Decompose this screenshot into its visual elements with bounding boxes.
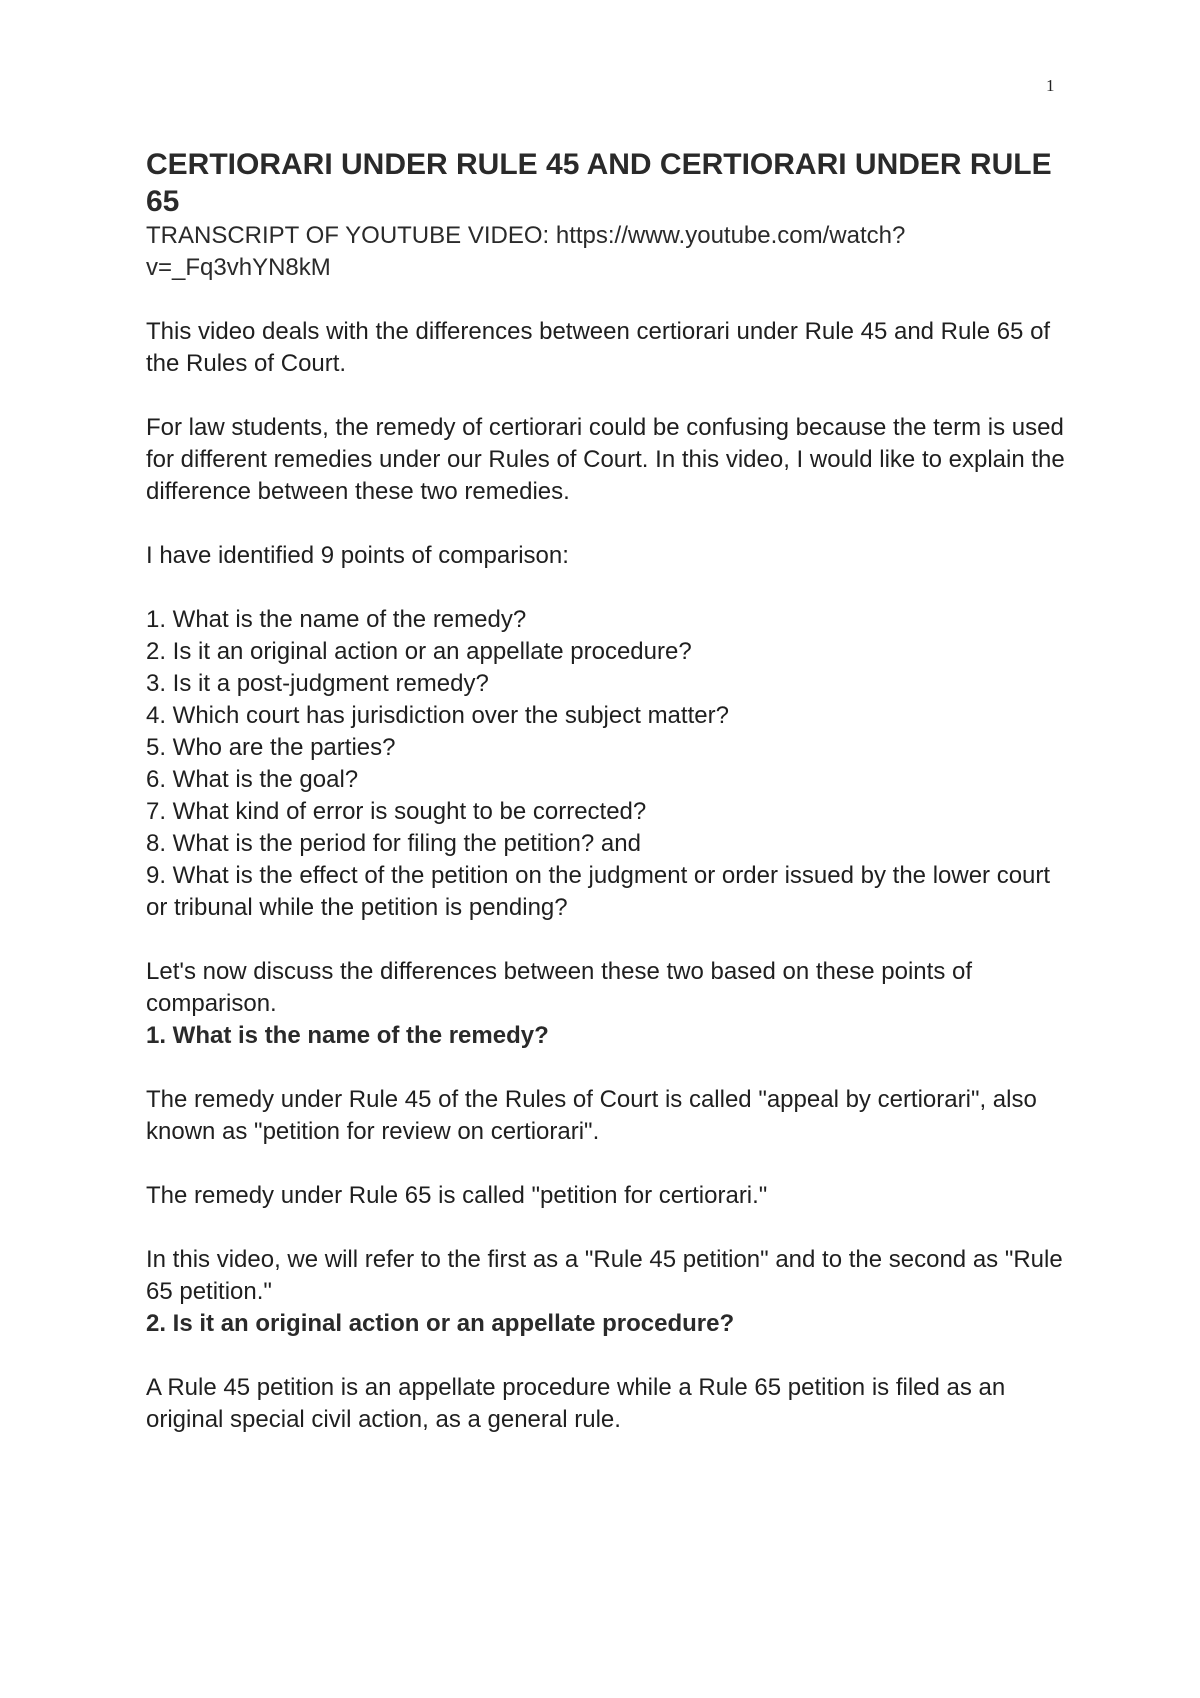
comparison-points-list bbox=[146, 604, 1066, 924]
list-item: 7. What kind of error is sought to be corrected? bbox=[146, 798, 647, 825]
list-item: 5. Who are the parties? bbox=[146, 734, 396, 761]
list-item: 2. Is it an original action or an appellate procedure? bbox=[146, 638, 692, 665]
intro-paragraph: I have identified 9 points of comparison: bbox=[146, 542, 569, 569]
section-paragraph: In this video, we will refer to the first as a "Rule 45 petition" and to the second as "Rule 65 petition." bbox=[146, 1246, 1063, 1305]
list-item: 4. Which court has jurisdiction over the subject matter? bbox=[146, 702, 729, 729]
document-subtitle: TRANSCRIPT OF YOUTUBE VIDEO: https://www.youtube.com/watch?v=_Fq3vhYN8kM bbox=[146, 222, 906, 281]
section-paragraph: The remedy under Rule 65 is called "petition for certiorari." bbox=[146, 1182, 768, 1209]
list-item: 3. Is it a post-judgment remedy? bbox=[146, 670, 489, 697]
document-body bbox=[146, 146, 1066, 1436]
section-paragraph: A Rule 45 petition is an appellate procedure while a Rule 65 petition is filed as an original special civil action, as a general rule. bbox=[146, 1374, 1006, 1433]
page-number: 1 bbox=[1046, 76, 1055, 95]
section-heading: 1. What is the name of the remedy? bbox=[146, 1022, 549, 1049]
intro-paragraph: This video deals with the differences between certiorari under Rule 45 and Rule 65 of the Rules of Court. bbox=[146, 318, 1051, 377]
section-heading: 2. Is it an original action or an appellate procedure? bbox=[146, 1310, 735, 1337]
section-paragraph: The remedy under Rule 45 of the Rules of Court is called "appeal by certiorari", also known as "petition for review on certiorari". bbox=[146, 1086, 1037, 1145]
transition-paragraph: Let's now discuss the differences between these two based on these points of comparison. bbox=[146, 958, 972, 1017]
list-item: 8. What is the period for filing the petition? and bbox=[146, 830, 641, 857]
intro-paragraph: For law students, the remedy of certiorari could be confusing because the term is used for different remedies under our Rules of Court. In this video, I would like to explain the difference between these two remedies. bbox=[146, 414, 1065, 505]
list-item: 6. What is the goal? bbox=[146, 766, 359, 793]
list-item: 1. What is the name of the remedy? bbox=[146, 606, 527, 633]
list-item: 9. What is the effect of the petition on the judgment or order issued by the lower court or tribunal while the petition is pending? bbox=[146, 862, 1051, 921]
document-title: CERTIORARI UNDER RULE 45 AND CERTIORARI UNDER RULE 65 bbox=[146, 148, 1052, 218]
